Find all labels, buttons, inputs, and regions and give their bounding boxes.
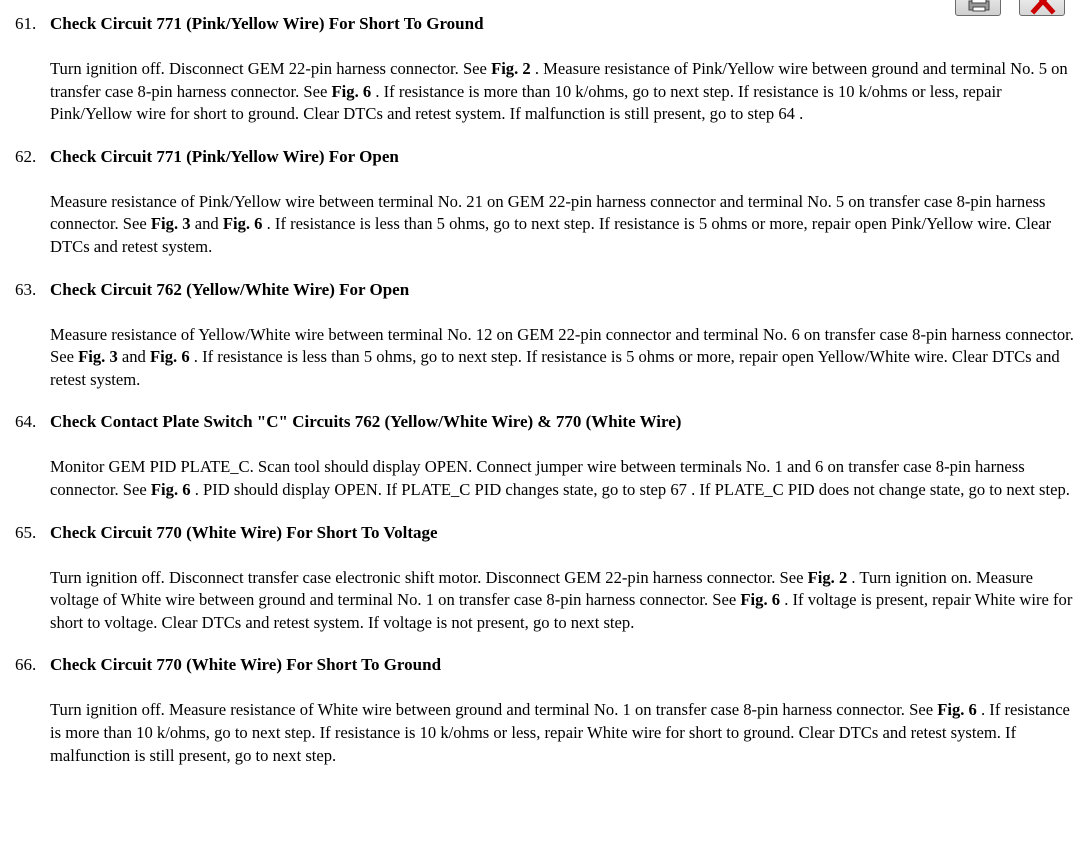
body-text: . If resistance is more than 10 k/ohms, go to next step. If resistance is 10 k/ohms or less, repair Pink/Yellow wire for short to ground. Clear DTCs and retest system. If malfunction is still present, go to step 64 . xyxy=(50,81,1002,124)
body-text: . PID should display OPEN. If PLATE_C PID changes state, go to step 67 . If PLATE_C PID does not change state, go to next step. xyxy=(190,479,1070,499)
figure-reference: Fig. 2 xyxy=(491,59,531,78)
figure-reference: Fig. 6 xyxy=(150,347,190,367)
body-text: Turn ignition off. Disconnect transfer case electronic shift motor. Disconnect GEM 22-pin harness connector. See xyxy=(50,567,808,587)
body-text: . If resistance is less than 5 ohms, go to next step. If resistance is 5 ohms or more, repair open Yellow/White wire. Clear DTCs and retest system. xyxy=(50,347,1060,389)
body-text: Measure resistance of Pink/Yellow wire between terminal No. 21 on GEM 22-pin harness connector and terminal No. 5 on transfer case 8-pin harness connector. See xyxy=(50,191,1046,234)
step-title: Check Circuit 770 (White Wire) For Short To Ground xyxy=(50,655,442,675)
body-text: Turn ignition off. Disconnect GEM 22-pin harness connector. See xyxy=(50,59,492,78)
step-body xyxy=(50,567,1078,635)
figure-reference: Fig. 2 xyxy=(807,567,848,587)
step-title: Check Circuit 771 (Pink/Yellow Wire) For Open xyxy=(50,146,399,166)
body-text: . Measure resistance of Pink/Yellow wire between ground and terminal No. 5 on transfer case 8-pin harness connector. See xyxy=(50,59,1068,101)
step-number: 63. xyxy=(15,279,37,299)
step-number: 65. xyxy=(15,522,37,542)
figure-reference: Fig. 6 xyxy=(331,81,372,101)
body-text: . If resistance is less than 5 ohms, go to next step. If resistance is 5 ohms or more, repair open Pink/Yellow wire. Clear DTCs and retest system. xyxy=(50,214,1052,256)
body-text: . Turn ignition on. Measure voltage of White wire between ground and terminal No. 1 on transfer case 8-pin harness connector. See xyxy=(50,567,1034,610)
step-61 xyxy=(0,13,1081,146)
step-body xyxy=(50,699,1078,767)
figure-reference: Fig. 6 xyxy=(740,590,781,610)
step-body xyxy=(50,324,1078,392)
figure-reference: Fig. 6 xyxy=(150,479,191,499)
step-66 xyxy=(0,654,1081,767)
step-number: 62. xyxy=(15,146,37,166)
figure-reference: Fig. 3 xyxy=(78,347,118,367)
step-number: 64. xyxy=(15,412,37,432)
step-65 xyxy=(0,522,1081,655)
step-title: Check Contact Plate Switch "C" Circuits 762 (Yellow/White Wire) & 770 (White Wire) xyxy=(50,412,682,432)
figure-reference: Fig. 6 xyxy=(222,214,263,234)
step-number: 66. xyxy=(15,655,37,675)
step-63 xyxy=(0,279,1081,412)
figure-reference: Fig. 3 xyxy=(150,214,191,234)
body-text: and xyxy=(117,347,151,367)
step-body xyxy=(50,456,1078,501)
body-text: Monitor GEM PID PLATE_C. Scan tool should display OPEN. Connect jumper wire between terminals No. 1 and 6 on transfer case 8-pin harness connector. See xyxy=(50,457,1025,499)
step-title: Check Circuit 770 (White Wire) For Short To Voltage xyxy=(50,522,438,542)
procedure-steps xyxy=(0,13,1081,767)
step-body xyxy=(50,191,1078,259)
body-text: . If resistance is more than 10 k/ohms, go to next step. If resistance is 10 k/ohms or less, repair White wire for short to ground. Clear DTCs and retest system. If malfunction is still present, go to next step. xyxy=(50,700,1070,765)
body-text: Measure resistance of Yellow/White wire between terminal No. 12 on GEM 22-pin connector and terminal No. 6 on transfer case 8-pin harness connector. See xyxy=(50,324,1074,367)
step-title: Check Circuit 762 (Yellow/White Wire) For Open xyxy=(50,279,410,299)
body-text: . If voltage is present, repair White wire for short to voltage. Clear DTCs and retest system. If voltage is not present, go to next step. xyxy=(50,590,1073,632)
step-number: 61. xyxy=(15,14,37,33)
figure-reference: Fig. 6 xyxy=(937,700,977,720)
step-body xyxy=(50,58,1078,126)
step-title: Check Circuit 771 (Pink/Yellow Wire) For Short To Ground xyxy=(50,14,484,33)
step-64 xyxy=(0,411,1081,521)
step-62 xyxy=(0,146,1081,279)
body-text: and xyxy=(190,214,223,234)
body-text: Turn ignition off. Measure resistance of White wire between ground and terminal No. 1 on transfer case 8-pin harness connector. See xyxy=(50,700,938,720)
